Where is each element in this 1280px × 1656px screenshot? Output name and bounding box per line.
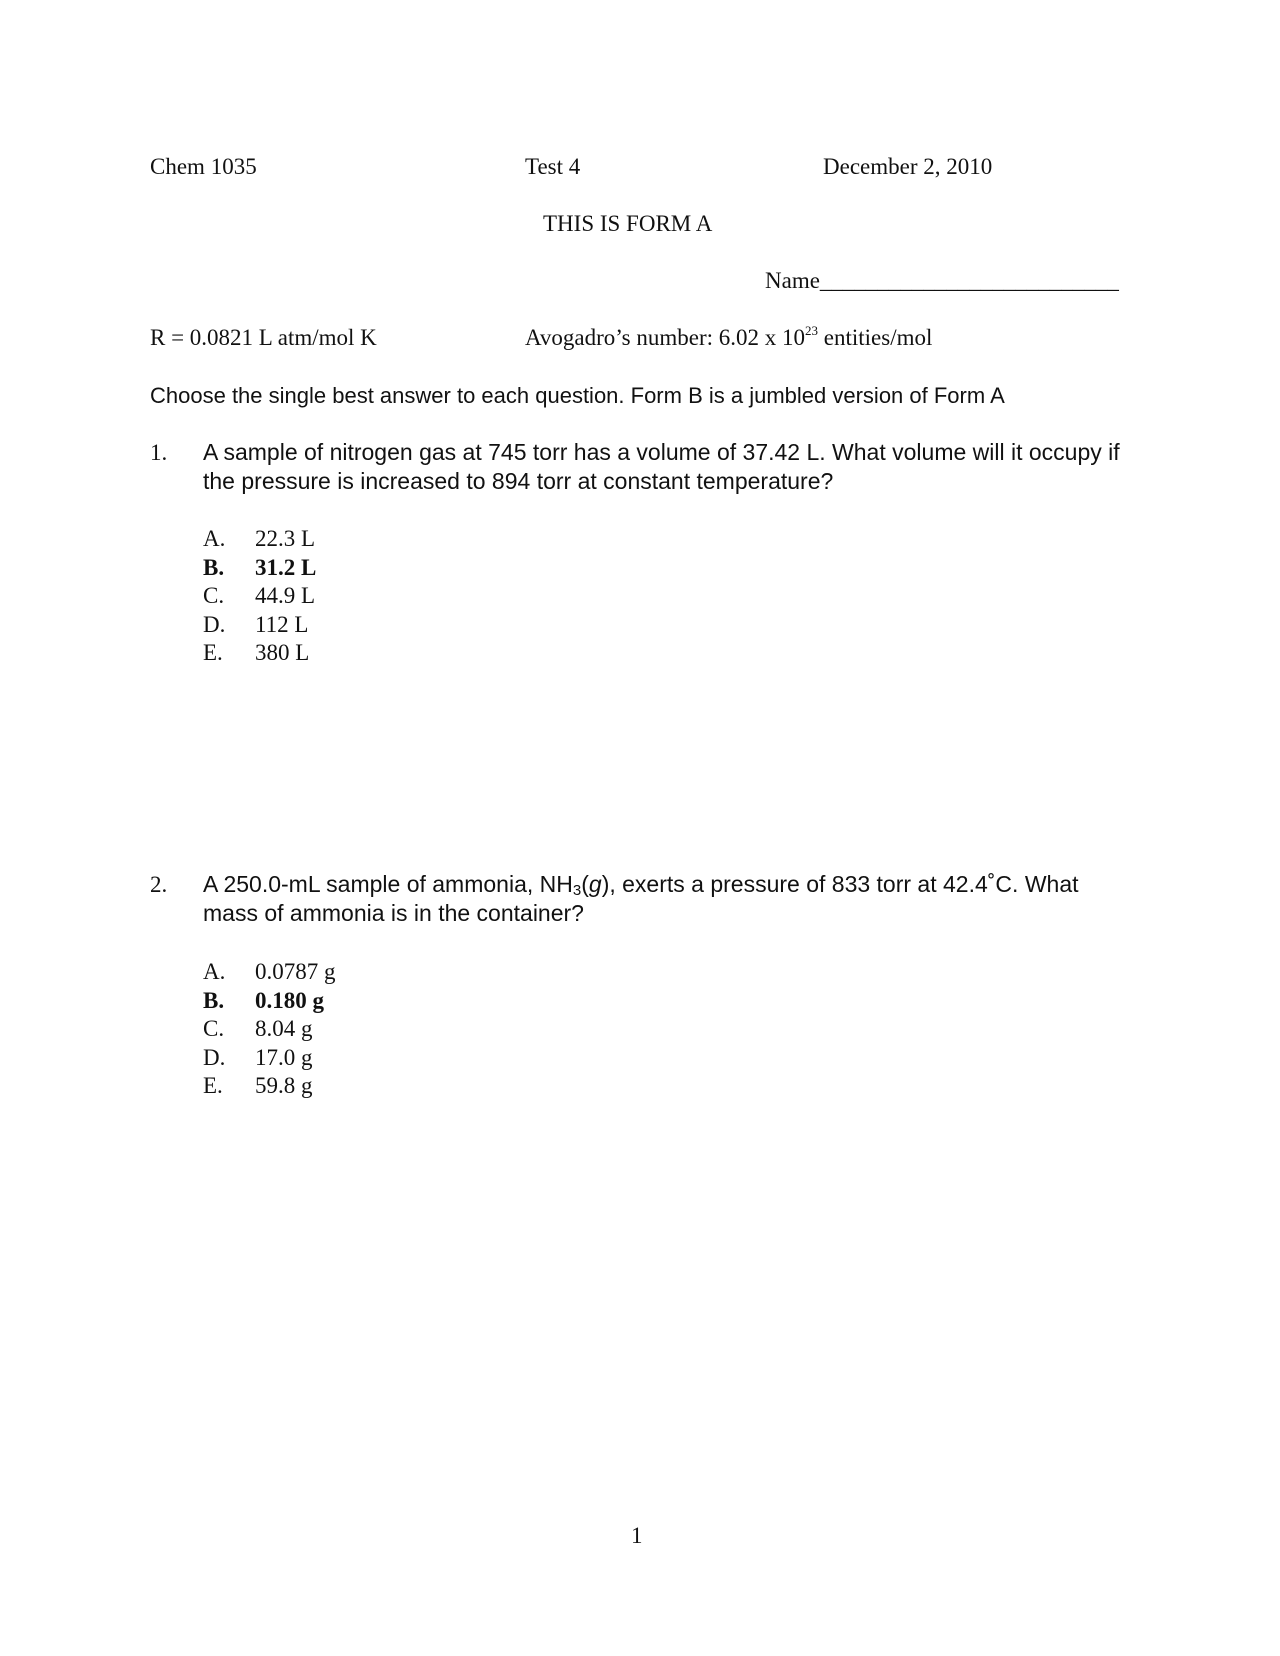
question-1-option-a[interactable] bbox=[203, 524, 315, 553]
question-2-option-b[interactable] bbox=[203, 986, 324, 1015]
question-1-option-d[interactable] bbox=[203, 610, 308, 639]
option-text: 0.0787 g bbox=[255, 959, 336, 984]
avogadro-suffix: entities/mol bbox=[818, 325, 933, 350]
question-1-option-c[interactable] bbox=[203, 581, 315, 610]
question-2-text bbox=[203, 870, 1123, 928]
option-text: 8.04 g bbox=[255, 1016, 313, 1041]
question-2-option-e[interactable] bbox=[203, 1071, 313, 1100]
option-text: 22.3 L bbox=[255, 526, 316, 551]
page-number: 1 bbox=[631, 1523, 643, 1548]
avogadro-exponent: 23 bbox=[805, 323, 819, 338]
test-title: Test 4 bbox=[525, 154, 581, 179]
option-letter: C. bbox=[203, 1016, 225, 1041]
question-2-option-c[interactable] bbox=[203, 1014, 313, 1043]
option-letter: C. bbox=[203, 583, 225, 608]
option-letter: E. bbox=[203, 640, 223, 665]
question-2-number: 2. bbox=[150, 872, 168, 897]
option-letter: B. bbox=[203, 555, 225, 580]
question-1-option-b[interactable] bbox=[203, 553, 316, 582]
course-title: Chem 1035 bbox=[150, 154, 257, 179]
question-1-number: 1. bbox=[150, 440, 168, 465]
question-2-option-a[interactable] bbox=[203, 957, 336, 986]
question-1-text: A sample of nitrogen gas at 745 torr has a volume of 37.42 L. What volume will it occupy if the pressure is increased to 894 torr at constant temperature? bbox=[203, 439, 1120, 494]
option-letter: A. bbox=[203, 959, 226, 984]
test-date: December 2, 2010 bbox=[823, 154, 993, 179]
option-letter: E. bbox=[203, 1073, 223, 1098]
option-text: 112 L bbox=[255, 612, 309, 637]
question-2-text-part3: ), exerts a pressure of 833 torr at 42.4˚C. What mass of ammonia is in the container? bbox=[203, 871, 1079, 926]
question-2-option-d[interactable] bbox=[203, 1043, 313, 1072]
formula-subscript: 3 bbox=[572, 882, 582, 899]
avogadro-number bbox=[525, 323, 932, 352]
option-text: 31.2 L bbox=[255, 555, 317, 580]
option-letter: D. bbox=[203, 1045, 226, 1070]
option-text: 380 L bbox=[255, 640, 310, 665]
form-label: THIS IS FORM A bbox=[543, 211, 713, 236]
gas-constant: R = 0.0821 L atm/mol K bbox=[150, 325, 377, 350]
question-2-text-part1: A 250.0-mL sample of ammonia, NH bbox=[203, 871, 573, 897]
option-letter: D. bbox=[203, 612, 226, 637]
option-text: 59.8 g bbox=[255, 1073, 313, 1098]
question-2-text-part2: ( bbox=[581, 871, 589, 897]
option-text: 17.0 g bbox=[255, 1045, 313, 1070]
avogadro-prefix: Avogadro’s number: 6.02 x 10 bbox=[525, 325, 806, 350]
option-text: 0.180 g bbox=[255, 988, 324, 1013]
option-text: 44.9 L bbox=[255, 583, 316, 608]
name-field[interactable]: Name__________________________ bbox=[765, 268, 1119, 293]
phase-symbol: g bbox=[588, 871, 602, 897]
option-letter: A. bbox=[203, 526, 226, 551]
question-1-option-e[interactable] bbox=[203, 638, 309, 667]
instructions: Choose the single best answer to each question. Form B is a jumbled version of Form A bbox=[150, 383, 1005, 408]
option-letter: B. bbox=[203, 988, 225, 1013]
